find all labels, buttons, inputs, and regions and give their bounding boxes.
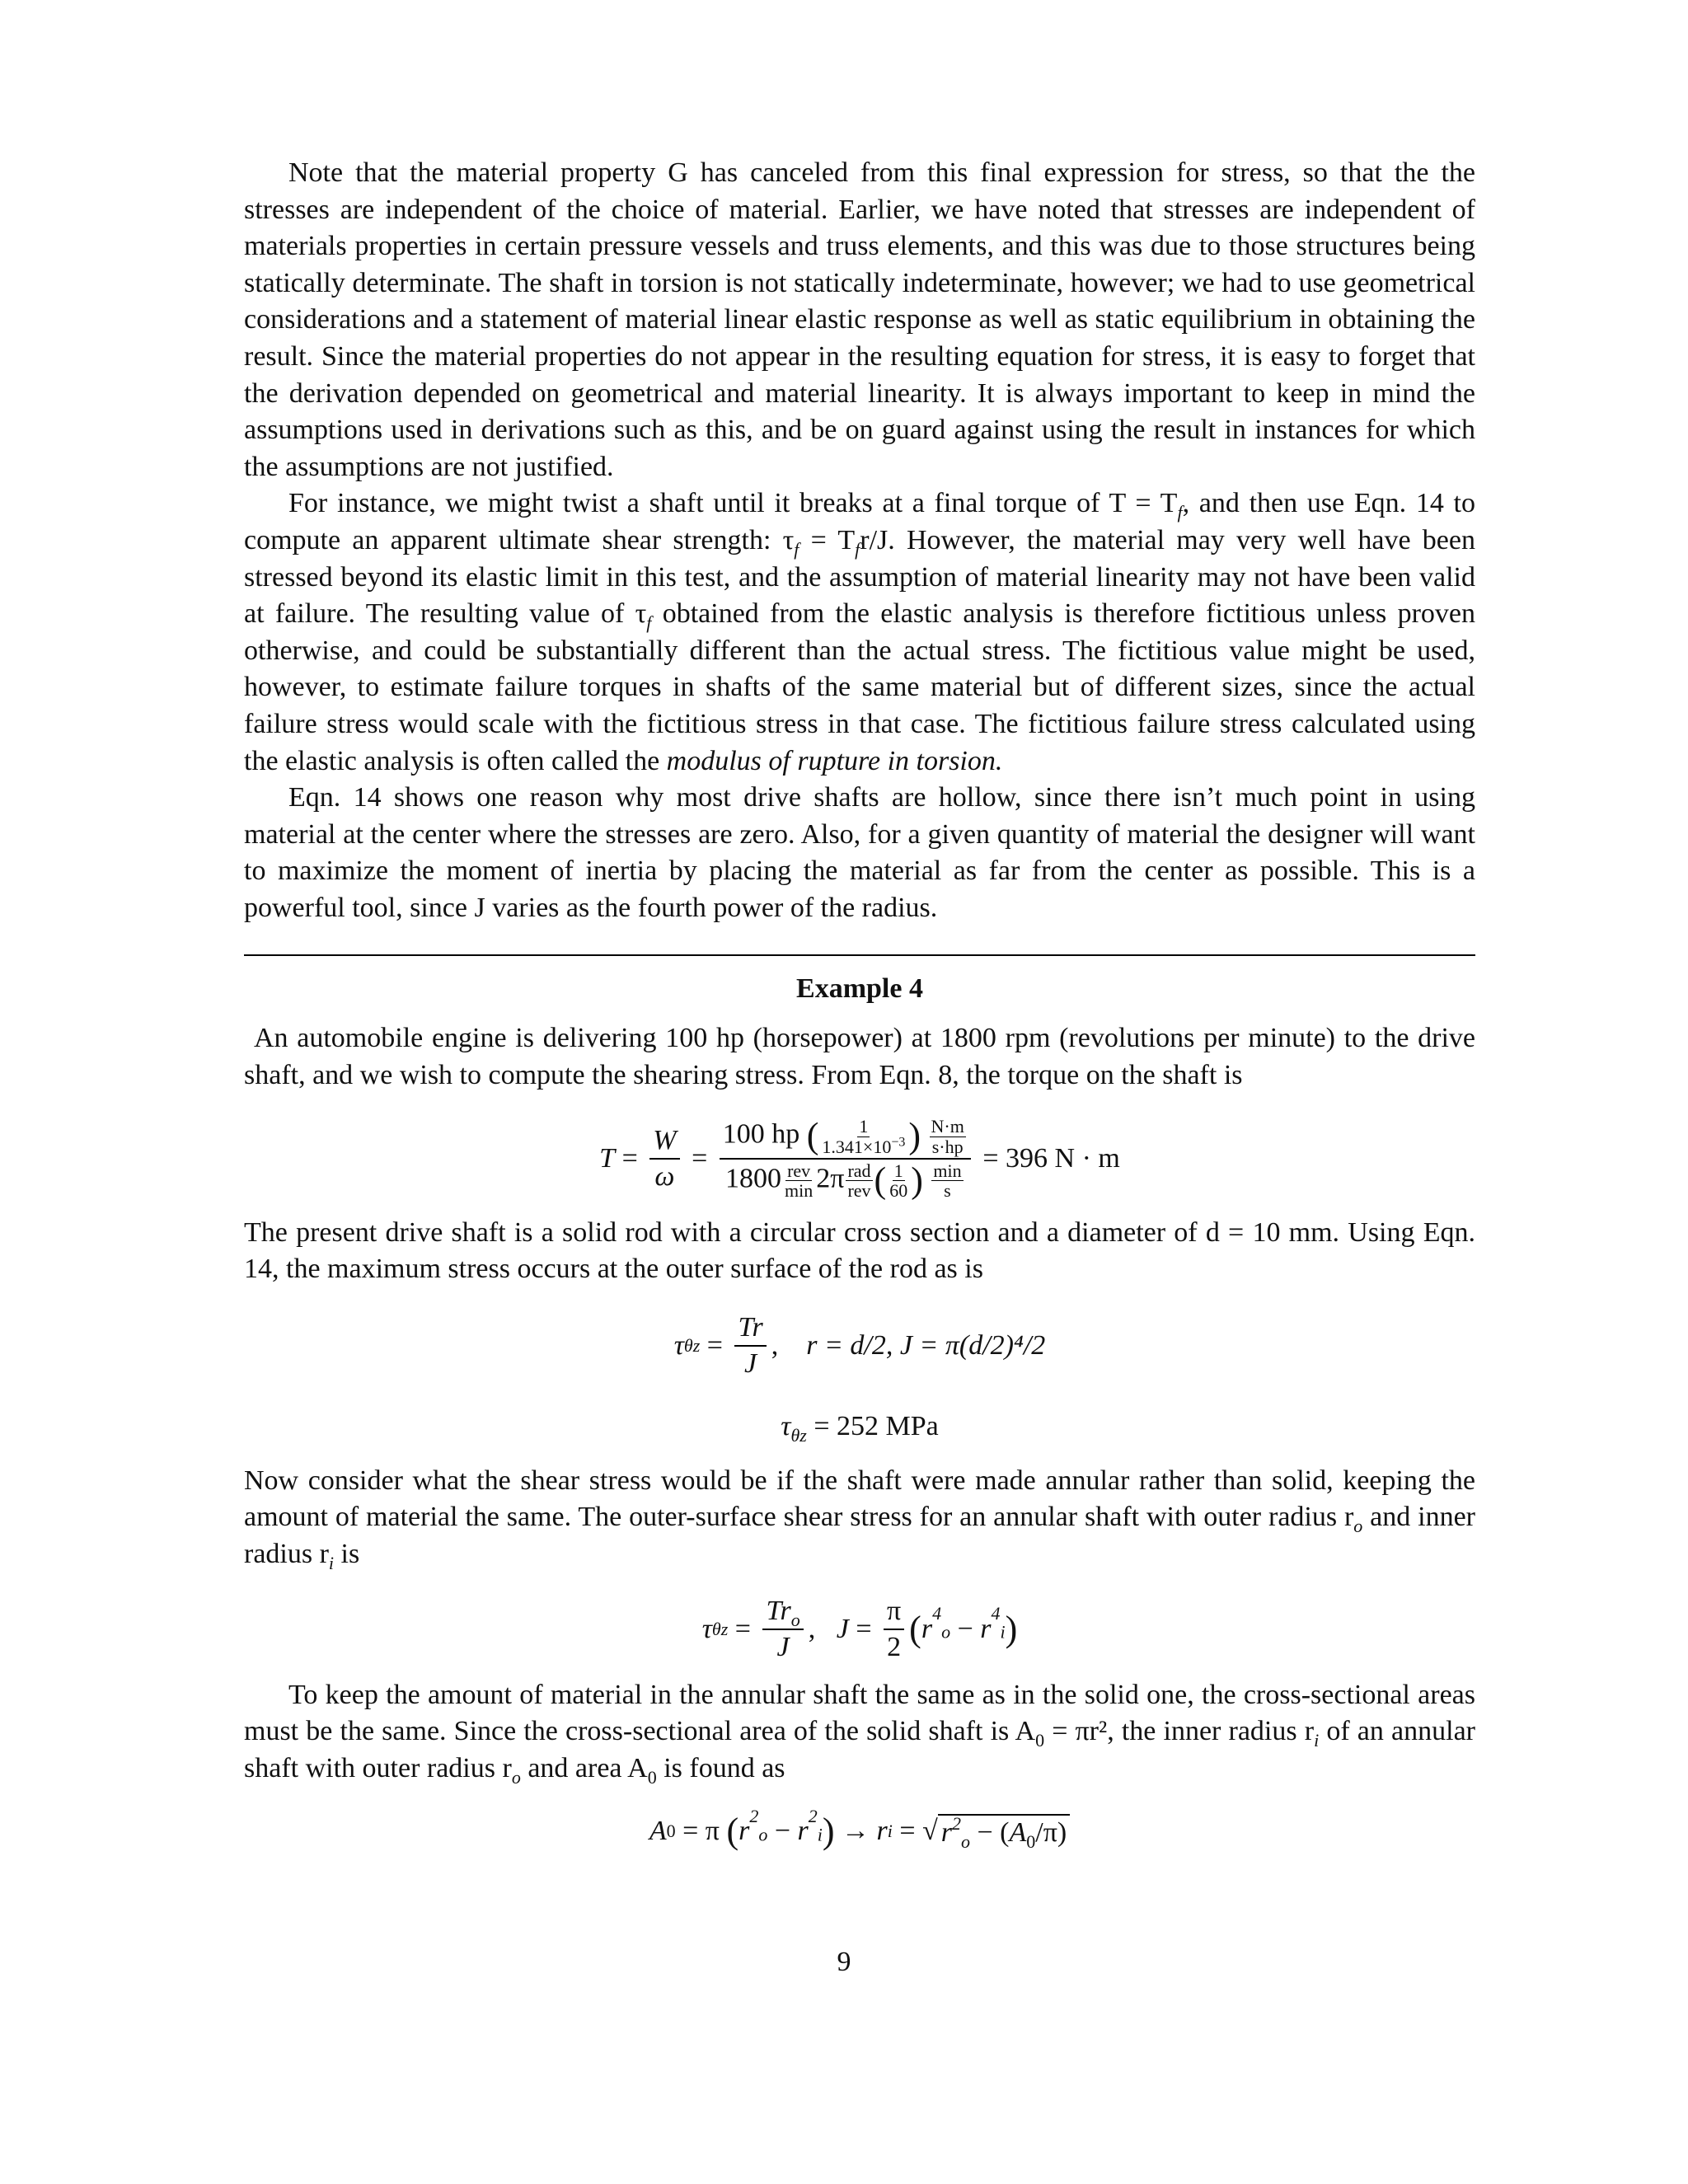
paragraph-1: Note that the material property G has canceled from this final expression for stress, so that the the stresses are independent of the choice of material. Earlier, we have noted that stresses are independent of materials properties in certain pressure vessels and truss elements, and this was due to those structures being statically determinate. The shaft in torsion is not statically indeterminate, however; we had to use geometrical considerations and a statement of material linear elastic response as well as static equilibrium in obtaining the result. Since the material properties do not appear in the resulting equation for stress, it is easy to forget that the derivation depended on geometrical and material linearity. It is always important to keep in mind the assumptions used in derivations such as this, and be on guard against using the result in instances for which the assumptions are not justified.: [244, 157, 1475, 482]
example-intro: An automobile engine is delivering 100 hp (horsepower) at 1800 rpm (revolutions per minute) to the drive shaft, and we wish to compute the shearing stress. From Eqn. 8, the torque on the shaft is: [244, 1023, 1475, 1091]
equation-inner-radius: A 0 = π ( r $^2$o − r $^2$i ) → r i = √ $r_{^2o} - (A_0/\pi)$: [244, 1807, 1475, 1856]
paragraph-3: Eqn. 14 shows one reason why most drive shafts are hollow, since there isn’t much point in using material at the center where the stresses are zero. Also, for a given quantity of material the designer will want to maximize the moment of inertia by placing the material as far from the center as possible. This is a powerful tool, since J varies as the fourth power of the radius.: [244, 782, 1475, 923]
equation-annular-stress: τ θz = $\frac{Tr_o}{J}$ , J = $\frac{\pi}{2}$ ( r $^4$o − r $^4$i ): [701, 1596, 1018, 1662]
paragraph-annular: Now consider what the shear stress would be if the shaft were made annular rather than solid, keeping the amount of material the same. The outer-surface shear stress for an annular shaft with outer radius $r_o$ and inner radius $r_i$ is: [244, 1465, 1476, 1573]
equation-stress-formula: τ θz = $\frac{Tr}{J}$ , r = d/2, J = π(d/2)⁴/2: [673, 1312, 1046, 1379]
page-content: [244, 155, 1475, 1856]
example-title: Example 4: [796, 973, 923, 1005]
section-divider: [244, 954, 1475, 956]
equation-torque: T = $\frac{W}{\omega}$ = 100 hp ( $\frac{1}{1.341\times 10^{-3}}$ ) $\frac{N\cdot m}{s\cdot hp}$ 1800 $\frac{\text{rev}}{\min}$ 2π $\frac{\text{rad}}{\text{rev}}$ ( $\frac{1}{60}$ ) $\frac{\min}{s}$ = 396 N · m: [599, 1116, 1120, 1201]
paragraph-after-eq1: The present drive shaft is a solid rod with a circular cross section and a diameter of d = 10 mm. Using Eqn. 14, the maximum stress occurs at the outer surface of the rod as is: [244, 1216, 1475, 1285]
page-number: 9: [837, 1947, 851, 1977]
paragraph-area: To keep the amount of material in the annular shaft the same as in the solid one, the cross-sectional areas must be the same. Since the cross-sectional area of the solid shaft is $A_0 = \pi r^2$, the inner radius $r_i$ of an annular shaft with outer radius $r_o$ and area $A_0$ is found as: [244, 1679, 1475, 1788]
equation-stress-result: $\tau_{\theta z} = 252$ MPa: [781, 1410, 939, 1446]
paragraph-2: For instance, we might twist a shaft until it breaks at a final torque of $T = T_f$, and then use Eqn. 14 to compute an apparent ultimate shear strength: $\tau_f = T_fr/J$. However, the material may very well have been stressed beyond its elastic limit in this test, and the assumption of material linearity may not have been valid at failure. The resulting value of $\tau_f$ obtained from the elastic analysis is therefore fictitious unless proven otherwise, and could be substantially different than the actual stress. The fictitious value might be used, however, to estimate failure torques in shafts of the same material but of different sizes, since the actual failure stress would scale with the fictitious stress in that case. The fictitious failure stress calculated using the elastic analysis is often called the modulus of rupture in torsion.: [244, 488, 1475, 776]
italic-term: modulus of rupture in torsion.: [666, 745, 1003, 776]
